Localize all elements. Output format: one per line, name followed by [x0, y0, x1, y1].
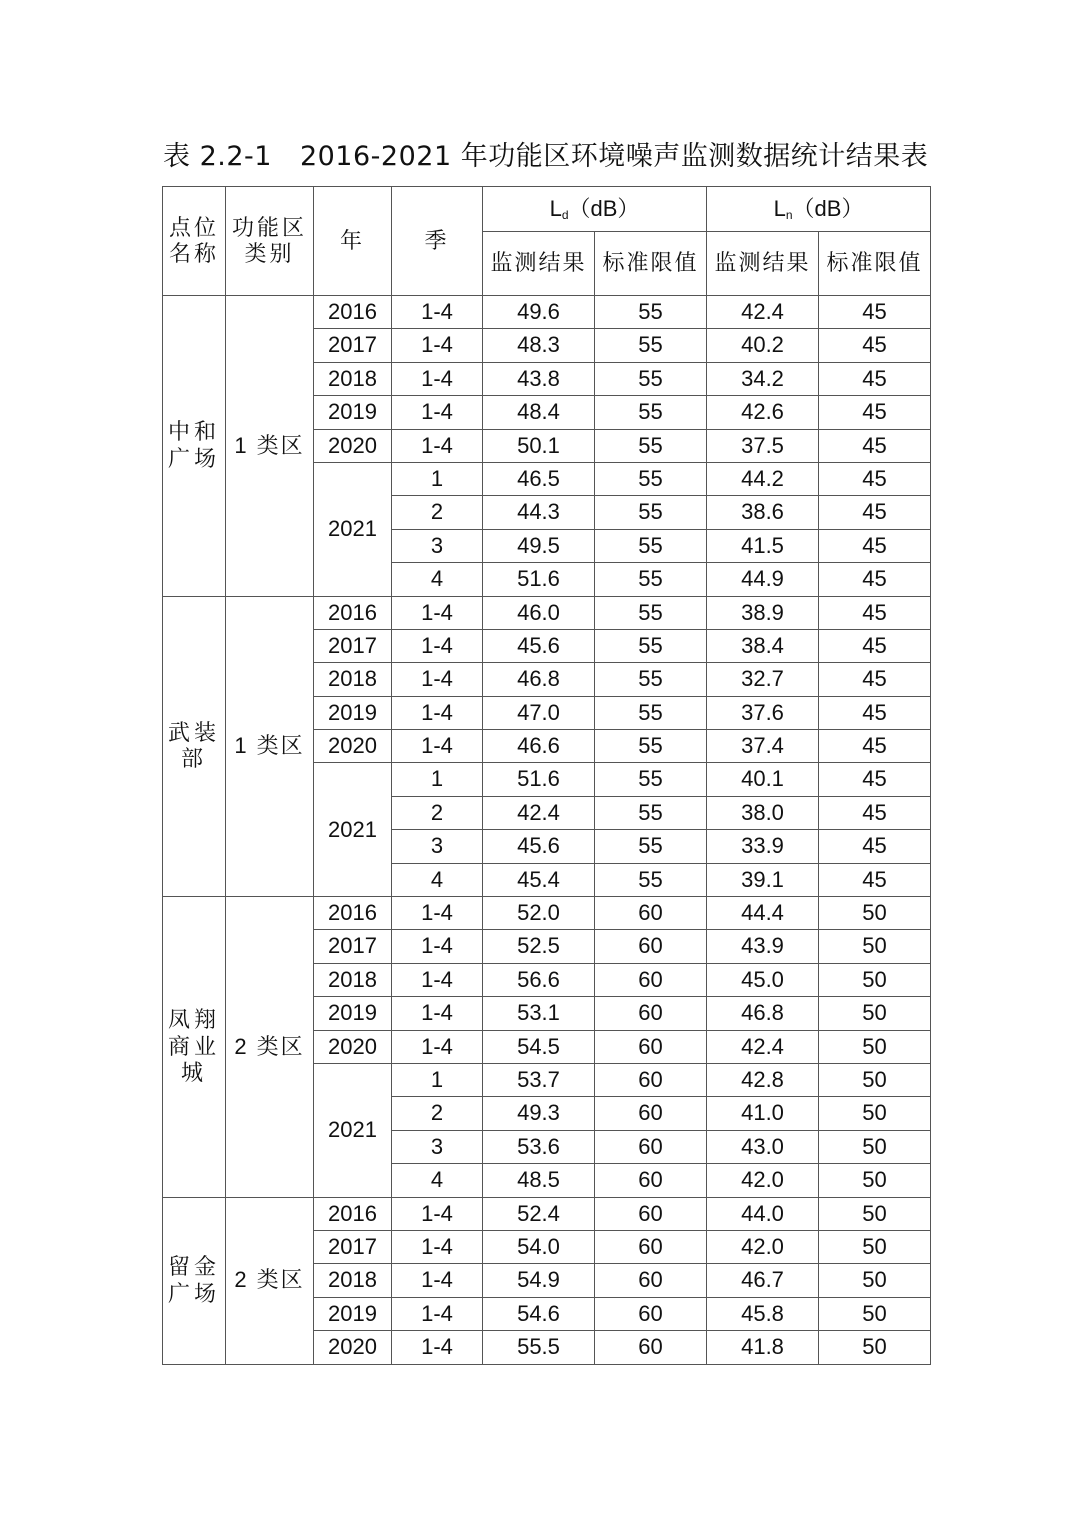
table-row — [163, 296, 931, 329]
ld-limit-cell: 55 — [595, 696, 707, 729]
year-cell: 2017 — [314, 329, 392, 362]
ln-limit-cell: 45 — [819, 529, 931, 562]
ld-limit-cell: 55 — [595, 863, 707, 896]
ln-limit-cell: 45 — [819, 830, 931, 863]
ld-result-cell: 54.0 — [483, 1230, 595, 1263]
quarter-cell: 1-4 — [392, 1230, 483, 1263]
year-cell: 2020 — [314, 429, 392, 462]
quarter-cell: 1-4 — [392, 329, 483, 362]
header-ld-result: 监测结果 — [483, 232, 595, 296]
ld-result-cell: 48.3 — [483, 329, 595, 362]
ld-limit-cell: 60 — [595, 963, 707, 996]
year-cell: 2016 — [314, 1197, 392, 1230]
ln-limit-cell: 50 — [819, 1297, 931, 1330]
ln-limit-cell: 45 — [819, 730, 931, 763]
quarter-cell: 1-4 — [392, 362, 483, 395]
ld-result-cell: 49.3 — [483, 1097, 595, 1130]
year-cell: 2020 — [314, 1030, 392, 1063]
ld-limit-cell: 60 — [595, 997, 707, 1030]
ld-limit-cell: 55 — [595, 796, 707, 829]
ln-result-cell: 38.9 — [707, 596, 819, 629]
year-cell: 2018 — [314, 362, 392, 395]
header-ln-result: 监测结果 — [707, 232, 819, 296]
quarter-cell: 1-4 — [392, 396, 483, 429]
ln-limit-cell: 45 — [819, 863, 931, 896]
ln-limit-cell: 45 — [819, 763, 931, 796]
ln-limit-cell: 50 — [819, 1264, 931, 1297]
ln-limit-cell: 45 — [819, 596, 931, 629]
quarter-cell: 1-4 — [392, 1197, 483, 1230]
ln-limit-cell: 50 — [819, 1197, 931, 1230]
ld-result-cell: 46.0 — [483, 596, 595, 629]
ln-result-cell: 40.2 — [707, 329, 819, 362]
quarter-cell: 1-4 — [392, 963, 483, 996]
ln-result-cell: 40.1 — [707, 763, 819, 796]
ld-limit-cell: 60 — [595, 1230, 707, 1263]
ld-result-cell: 54.5 — [483, 1030, 595, 1063]
header-site — [163, 187, 226, 296]
ld-result-cell: 47.0 — [483, 696, 595, 729]
ld-result-cell: 45.6 — [483, 629, 595, 662]
quarter-cell: 1-4 — [392, 997, 483, 1030]
year-cell: 2021 — [314, 1063, 392, 1197]
ln-result-cell: 38.0 — [707, 796, 819, 829]
ld-limit-cell: 55 — [595, 362, 707, 395]
header-zone-text: 功能区类别 — [232, 214, 308, 266]
zone-cell: 1 类区 — [226, 596, 314, 897]
ld-result-cell: 51.6 — [483, 763, 595, 796]
ln-limit-cell: 45 — [819, 796, 931, 829]
ln-limit-cell: 45 — [819, 496, 931, 529]
year-cell: 2017 — [314, 1230, 392, 1263]
ld-result-cell: 53.7 — [483, 1063, 595, 1096]
ld-limit-cell: 55 — [595, 429, 707, 462]
zone-cell: 1 类区 — [226, 296, 314, 597]
ln-result-cell: 43.9 — [707, 930, 819, 963]
year-cell: 2017 — [314, 930, 392, 963]
quarter-cell: 1-4 — [392, 1331, 483, 1364]
ln-result-cell: 37.6 — [707, 696, 819, 729]
ld-result-cell: 54.6 — [483, 1297, 595, 1330]
ln-limit-cell: 50 — [819, 1063, 931, 1096]
ld-limit-cell: 55 — [595, 629, 707, 662]
ld-result-cell: 52.4 — [483, 1197, 595, 1230]
ld-result-cell: 53.6 — [483, 1130, 595, 1163]
ld-result-cell: 46.8 — [483, 663, 595, 696]
zone-cell: 2 类区 — [226, 1197, 314, 1364]
ld-limit-cell: 55 — [595, 329, 707, 362]
ln-limit-cell: 50 — [819, 930, 931, 963]
ld-limit-cell: 55 — [595, 529, 707, 562]
year-cell: 2020 — [314, 1331, 392, 1364]
quarter-cell: 2 — [392, 796, 483, 829]
header-ln: $L_n(dB)$ — [707, 187, 931, 232]
quarter-cell: 1-4 — [392, 1297, 483, 1330]
quarter-cell: 4 — [392, 563, 483, 596]
year-cell: 2019 — [314, 396, 392, 429]
quarter-cell: 1-4 — [392, 696, 483, 729]
quarter-cell: 1 — [392, 462, 483, 495]
ld-limit-cell: 60 — [595, 1164, 707, 1197]
quarter-cell: 4 — [392, 1164, 483, 1197]
ld-result-cell: 53.1 — [483, 997, 595, 1030]
ld-limit-cell: 55 — [595, 663, 707, 696]
quarter-cell: 1-4 — [392, 1264, 483, 1297]
ln-result-cell: 42.0 — [707, 1230, 819, 1263]
ld-limit-cell: 60 — [595, 1297, 707, 1330]
ld-limit-cell: 55 — [595, 462, 707, 495]
ld-limit-cell: 55 — [595, 763, 707, 796]
ln-limit-cell: 45 — [819, 696, 931, 729]
ld-limit-cell: 55 — [595, 596, 707, 629]
ln-limit-cell: 50 — [819, 1164, 931, 1197]
ln-result-cell: 34.2 — [707, 362, 819, 395]
year-cell: 2020 — [314, 730, 392, 763]
ln-result-cell: 44.0 — [707, 1197, 819, 1230]
ln-result-cell: 43.0 — [707, 1130, 819, 1163]
ln-limit-cell: 45 — [819, 563, 931, 596]
ld-result-cell: 44.3 — [483, 496, 595, 529]
quarter-cell: 2 — [392, 1097, 483, 1130]
ld-limit-cell: 60 — [595, 1331, 707, 1364]
ln-result-cell: 41.0 — [707, 1097, 819, 1130]
year-cell: 2016 — [314, 596, 392, 629]
ln-limit-cell: 50 — [819, 1130, 931, 1163]
ld-result-cell: 52.0 — [483, 897, 595, 930]
header-quarter: 季 — [392, 187, 483, 296]
ln-result-cell: 42.0 — [707, 1164, 819, 1197]
ld-result-cell: 54.9 — [483, 1264, 595, 1297]
ln-limit-cell: 45 — [819, 462, 931, 495]
year-cell: 2016 — [314, 296, 392, 329]
ln-result-cell: 45.8 — [707, 1297, 819, 1330]
quarter-cell: 1-4 — [392, 629, 483, 662]
ld-result-cell: 42.4 — [483, 796, 595, 829]
ln-result-cell: 44.9 — [707, 563, 819, 596]
year-cell: 2018 — [314, 963, 392, 996]
site-name-cell: 凤翔商业城 — [163, 897, 226, 1198]
year-cell: 2017 — [314, 629, 392, 662]
year-cell: 2021 — [314, 763, 392, 897]
ln-limit-cell: 50 — [819, 897, 931, 930]
ln-result-cell: 42.8 — [707, 1063, 819, 1096]
site-name-cell: 留金广场 — [163, 1197, 226, 1364]
table-caption-label: 表 2.2-1 — [163, 141, 272, 172]
ld-result-cell: 45.6 — [483, 830, 595, 863]
ln-result-cell: 44.4 — [707, 897, 819, 930]
ln-limit-cell: 50 — [819, 1331, 931, 1364]
header-zone — [226, 187, 314, 296]
ln-result-cell: 41.5 — [707, 529, 819, 562]
quarter-cell: 4 — [392, 863, 483, 896]
ld-result-cell: 46.5 — [483, 462, 595, 495]
ln-limit-cell: 45 — [819, 329, 931, 362]
ld-limit-cell: 55 — [595, 496, 707, 529]
quarter-cell: 1-4 — [392, 930, 483, 963]
ld-limit-cell: 60 — [595, 1063, 707, 1096]
table-row — [163, 1197, 931, 1230]
ld-limit-cell: 55 — [595, 830, 707, 863]
ln-limit-cell: 50 — [819, 997, 931, 1030]
table-row — [163, 897, 931, 930]
table-caption-text: 2016-2021 年功能区环境噪声监测数据统计结果表 — [299, 141, 929, 172]
year-cell: 2018 — [314, 1264, 392, 1297]
table-row — [163, 596, 931, 629]
ld-limit-cell: 60 — [595, 1264, 707, 1297]
ld-limit-cell: 55 — [595, 563, 707, 596]
year-cell: 2019 — [314, 696, 392, 729]
ln-result-cell: 38.4 — [707, 629, 819, 662]
table-body — [163, 187, 931, 1365]
ln-result-cell: 37.5 — [707, 429, 819, 462]
site-name-cell: 中和广场 — [163, 296, 226, 597]
ld-limit-cell: 55 — [595, 396, 707, 429]
table-caption — [163, 136, 963, 178]
quarter-cell: 1-4 — [392, 1030, 483, 1063]
ln-result-cell: 38.6 — [707, 496, 819, 529]
ld-result-cell: 43.8 — [483, 362, 595, 395]
ld-limit-cell: 60 — [595, 1030, 707, 1063]
ln-limit-cell: 45 — [819, 396, 931, 429]
year-cell: 2019 — [314, 997, 392, 1030]
ld-result-cell: 52.5 — [483, 930, 595, 963]
quarter-cell: 2 — [392, 496, 483, 529]
year-cell: 2021 — [314, 462, 392, 596]
ln-limit-cell: 50 — [819, 963, 931, 996]
quarter-cell: 3 — [392, 529, 483, 562]
quarter-cell: 1-4 — [392, 897, 483, 930]
year-cell: 2019 — [314, 1297, 392, 1330]
ln-result-cell: 42.6 — [707, 396, 819, 429]
header-ld-limit: 标准限值 — [595, 232, 707, 296]
ln-limit-cell: 45 — [819, 629, 931, 662]
ld-result-cell: 46.6 — [483, 730, 595, 763]
ln-result-cell: 37.4 — [707, 730, 819, 763]
quarter-cell: 1 — [392, 1063, 483, 1096]
ln-result-cell: 46.8 — [707, 997, 819, 1030]
quarter-cell: 1-4 — [392, 429, 483, 462]
quarter-cell: 1-4 — [392, 296, 483, 329]
quarter-cell: 1 — [392, 763, 483, 796]
header-year: 年 — [314, 187, 392, 296]
header-ld: $L_d(dB)$ — [483, 187, 707, 232]
ln-limit-cell: 50 — [819, 1230, 931, 1263]
site-name-cell: 武装部 — [163, 596, 226, 897]
ln-result-cell: 32.7 — [707, 663, 819, 696]
year-cell: 2018 — [314, 663, 392, 696]
ln-result-cell: 42.4 — [707, 1030, 819, 1063]
ld-result-cell: 56.6 — [483, 963, 595, 996]
ld-limit-cell: 55 — [595, 296, 707, 329]
quarter-cell: 3 — [392, 1130, 483, 1163]
ld-limit-cell: 55 — [595, 730, 707, 763]
ld-limit-cell: 60 — [595, 1097, 707, 1130]
quarter-cell: 1-4 — [392, 730, 483, 763]
quarter-cell: 1-4 — [392, 663, 483, 696]
ln-limit-cell: 45 — [819, 429, 931, 462]
ln-result-cell: 39.1 — [707, 863, 819, 896]
header-ln-limit: 标准限值 — [819, 232, 931, 296]
ln-limit-cell: 50 — [819, 1030, 931, 1063]
ld-limit-cell: 60 — [595, 897, 707, 930]
ln-result-cell: 33.9 — [707, 830, 819, 863]
noise-monitoring-table — [162, 186, 931, 1365]
ln-result-cell: 44.2 — [707, 462, 819, 495]
ld-result-cell: 49.5 — [483, 529, 595, 562]
ln-result-cell: 46.7 — [707, 1264, 819, 1297]
year-cell: 2016 — [314, 897, 392, 930]
ln-result-cell: 45.0 — [707, 963, 819, 996]
ln-limit-cell: 45 — [819, 296, 931, 329]
ln-result-cell: 42.4 — [707, 296, 819, 329]
ld-limit-cell: 60 — [595, 1197, 707, 1230]
ld-result-cell: 48.5 — [483, 1164, 595, 1197]
ln-limit-cell: 45 — [819, 362, 931, 395]
ld-result-cell: 45.4 — [483, 863, 595, 896]
ld-limit-cell: 60 — [595, 1130, 707, 1163]
header-row-1 — [163, 187, 931, 232]
ld-result-cell: 48.4 — [483, 396, 595, 429]
ld-result-cell: 51.6 — [483, 563, 595, 596]
ld-result-cell: 49.6 — [483, 296, 595, 329]
quarter-cell: 1-4 — [392, 596, 483, 629]
ld-limit-cell: 60 — [595, 930, 707, 963]
quarter-cell: 3 — [392, 830, 483, 863]
ln-limit-cell: 50 — [819, 1097, 931, 1130]
ln-result-cell: 41.8 — [707, 1331, 819, 1364]
header-site-text: 点位名称 — [168, 214, 219, 266]
ld-result-cell: 55.5 — [483, 1331, 595, 1364]
ln-limit-cell: 45 — [819, 663, 931, 696]
ld-result-cell: 50.1 — [483, 429, 595, 462]
zone-cell: 2 类区 — [226, 897, 314, 1198]
